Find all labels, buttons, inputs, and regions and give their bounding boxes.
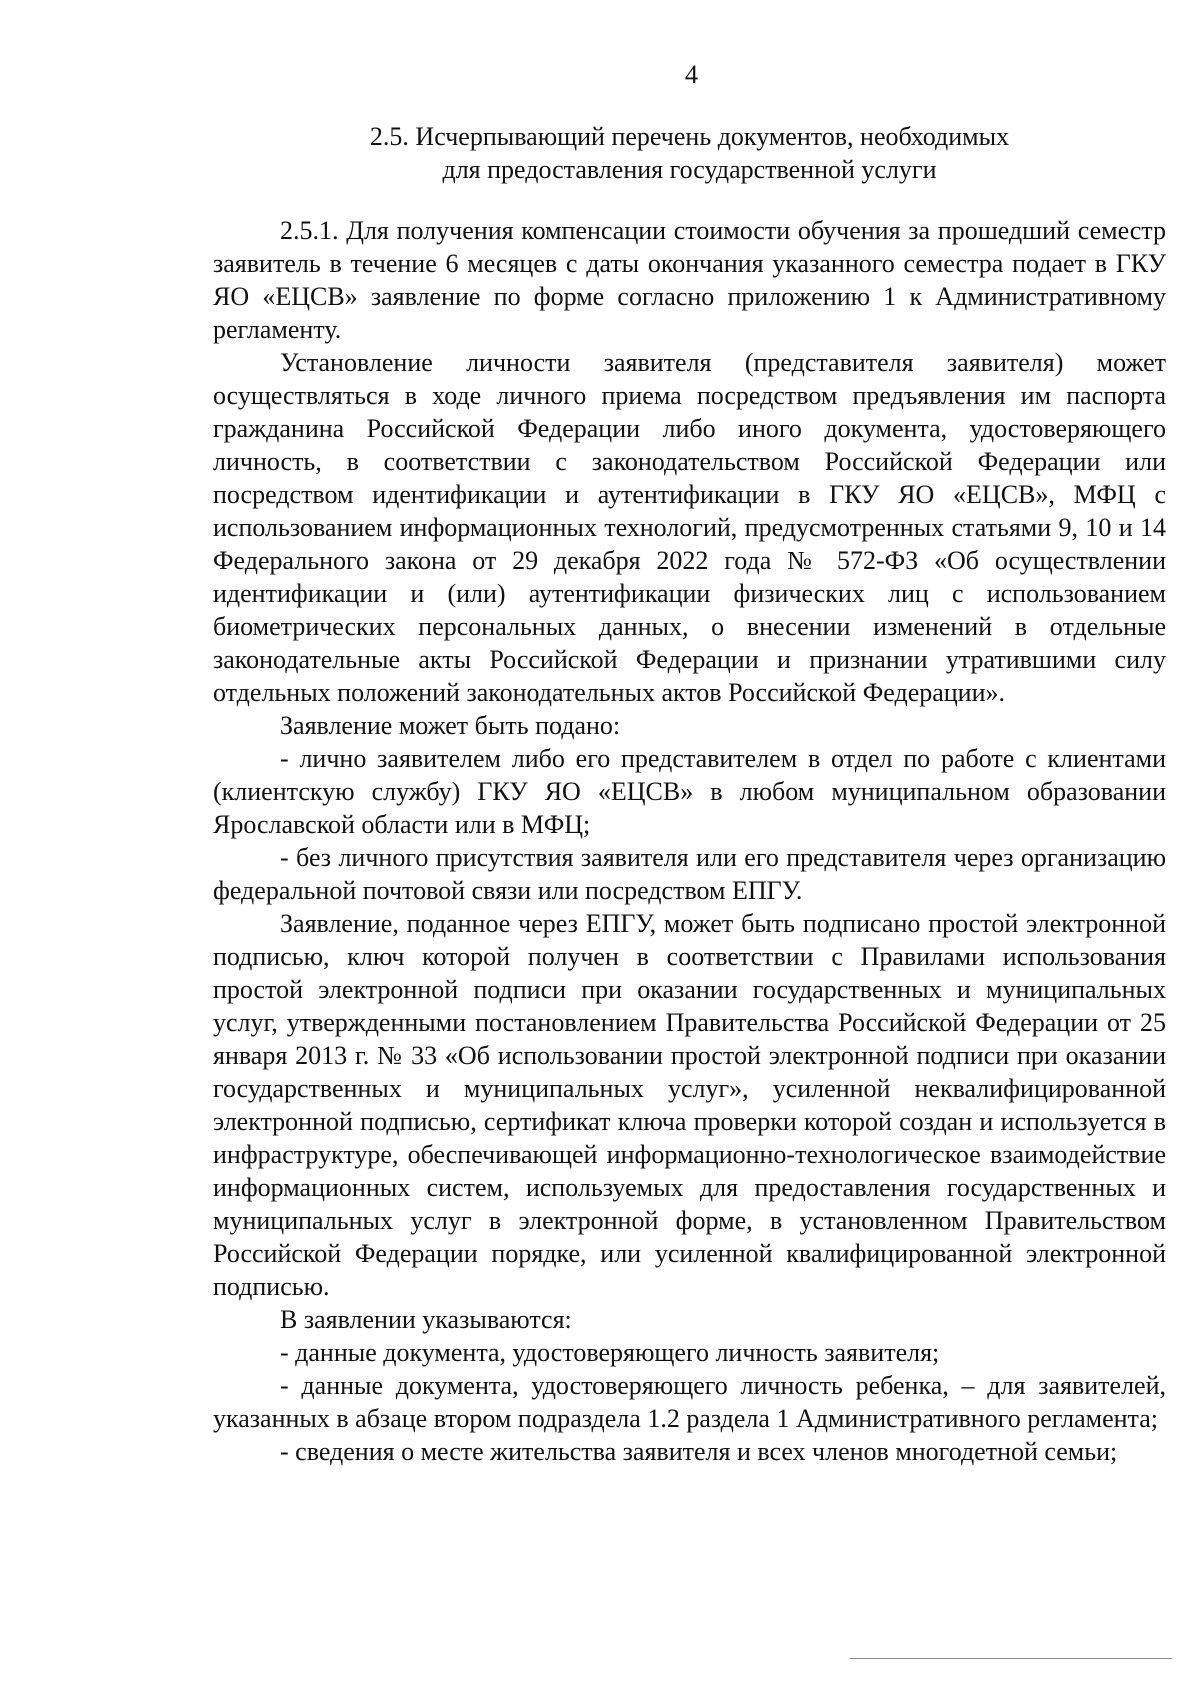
section-heading-line-2: для предоставления государственной услуги bbox=[442, 155, 937, 184]
paragraph-2-5-1: 2.5.1. Для получения компенсации стоимости обучения за прошедший семестр заявитель в течение 6 месяцев с даты окончания указанного семестра подает в ГКУ ЯО «ЕЦСВ» заявление по форме согласно приложению 1 к Административному регламенту. bbox=[213, 216, 1166, 344]
list-item-applicant-id: - данные документа, удостоверяющего личность заявителя; bbox=[280, 1338, 940, 1367]
paragraph-submission-intro: Заявление может быть подано: bbox=[280, 711, 621, 740]
page-number: 4 bbox=[685, 60, 698, 89]
list-item-in-person: - лично заявителем либо его представителем в отдел по работе с клиентами (клиентскую службу) ГКУ ЯО «ЕЦСВ» в любом муниципальном образовании Ярославской области или в МФЦ; bbox=[213, 744, 1166, 839]
list-item-remote: - без личного присутствия заявителя или его представителя через организацию федеральной почтовой связи или посредством ЕПГУ. bbox=[213, 843, 1166, 905]
document-body bbox=[213, 214, 1166, 1468]
footer-rule bbox=[850, 1658, 1172, 1659]
section-heading-line-1: 2.5. Исчерпывающий перечень документов, необходимых bbox=[369, 122, 1010, 151]
paragraph-electronic-signature: Заявление, поданное через ЕПГУ, может быть подписано простой электронной подписью, ключ которой получен в соответствии с Правилами использования простой электронной подписи при оказании государственных и муниципальных услуг, утвержденными постановлением Правительства Российской Федерации от 25 января 2013 г. № 33 «Об использовании простой электронной подписи при оказании государственных и муниципальных услуг», усиленной неквалифицированной электронной подписью, сертификат ключа проверки которой создан и используется в инфраструктуре, обеспечивающей информационно-технологическое взаимодействие информационных систем, используемых для предоставления государственных и муниципальных услуг в электронной форме, в установленном Правительством Российской Федерации порядке, или усиленной квалифицированной электронной подписью. bbox=[213, 909, 1166, 1301]
paragraph-application-contents: В заявлении указываются: bbox=[280, 1305, 572, 1334]
list-item-child-id: - данные документа, удостоверяющего личность ребенка, – для заявителей, указанных в абзаце втором подраздела 1.2 раздела 1 Административного регламента; bbox=[213, 1371, 1166, 1433]
section-heading bbox=[213, 120, 1166, 186]
list-item-residence: - сведения о месте жительства заявителя и всех членов многодетной семьи; bbox=[280, 1437, 1118, 1466]
paragraph-identity-verification: Установление личности заявителя (представителя заявителя) может осуществляться в ходе личного приема посредством предъявления им паспорта гражданина Российской Федерации либо иного документа, удостоверяющего личность, в соответствии с законодательством Российской Федерации или посредством идентификации и аутентификации в ГКУ ЯО «ЕЦСВ», МФЦ с использованием информационных технологий, предусмотренных статьями 9, 10 и 14 Федерального закона от 29 декабря 2022 года № 572-ФЗ «Об осуществлении идентификации и (или) аутентификации физических лиц с использованием биометрических персональных данных, о внесении изменений в отдельные законодательные акты Российской Федерации и признании утратившими силу отдельных положений законодательных актов Российской Федерации». bbox=[213, 348, 1166, 707]
